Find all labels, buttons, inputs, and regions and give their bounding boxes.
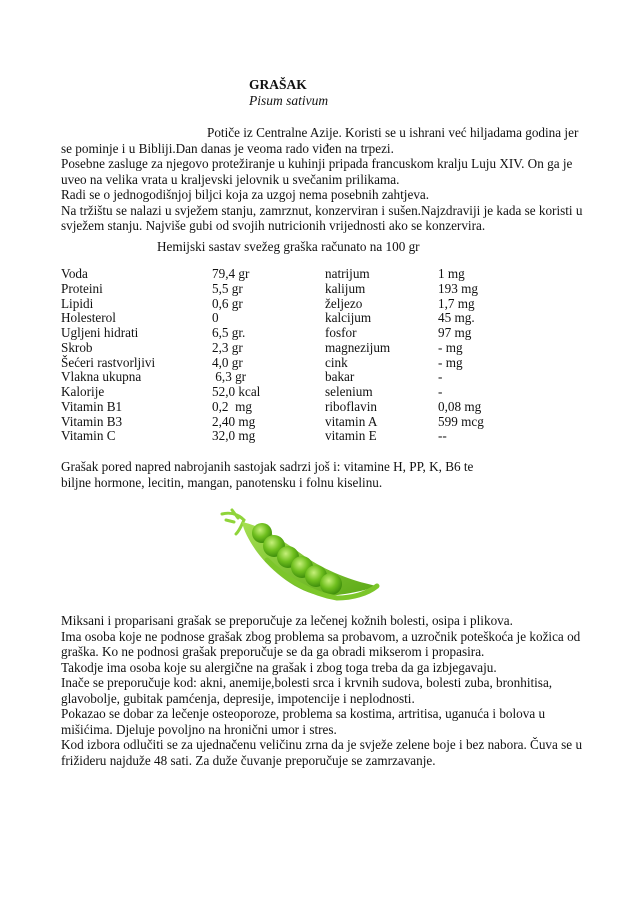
nutrient-value: 52,0 kcal [212,384,261,399]
nutrient-value: 6,3 gr [212,369,247,385]
nutrient-name: Voda [61,266,88,281]
text-line: Ima osoba koje ne podnose grašak zbog problema sa probavom, a uzročnik poteškoća je kožica od [61,628,581,644]
mineral-value: 1 mg [438,266,465,281]
pea [320,573,342,595]
extra-paragraph [61,459,473,490]
text-line: graška. Ko ne podnosi grašak preporučuje se da ga obradi mikserom i propasira. [61,644,485,659]
mineral-name: fosfor [325,325,357,340]
text-line: Posebne zasluge za njegovo protežiranje u kuhinji pripada francuskom kralju Luju XIV. On ga je [61,156,573,171]
text-line: uveo na velika vrata u kraljevski jelovnik u svečanim prilikama. [61,171,400,187]
mineral-value: - mg [438,339,463,355]
text-line: se pominje i u Bibliji.Dan danas je veoma rado viđen na trpezi. [61,140,394,156]
mineral-value: -- [438,428,447,444]
text-line: Potiče iz Centralne Azije. Koristi se u ishrani već hiljadama godina jer [207,125,579,140]
nutrient-value: 2,3 gr [212,339,243,355]
text-line: Na tržištu se nalazi u svježem stanju, zamrznut, konzerviran i sušen.Najzdraviji je kada se koristi u [61,202,583,218]
mineral-value: 1,7 mg [438,295,475,311]
mineral-value: 599 mcg [438,413,484,429]
nutrient-name: Vlakna ukupna [61,369,142,385]
nutrient-value: 4,0 gr [212,354,243,370]
nutrient-value: 32,0 mg [212,428,256,444]
pea-pod-image [212,500,387,608]
nutrient-name: Šećeri rastvorljivi [61,354,156,370]
pea-stem [222,510,244,534]
mineral-name: selenium [325,384,373,399]
mineral-name: natrijum [325,266,370,281]
bottom-paragraph [61,613,582,768]
mineral-value: 97 mg [438,325,472,340]
text-line: glavobolje, gubitak pamćenja, depresije, impotencije i neplodnosti. [61,690,415,706]
nutrient-value: 0,6 gr [212,295,243,311]
text-line: Pokazao se dobar za lečenje osteoporoze, problema sa kostima, artritisa, uganuća i bolova u [61,706,546,721]
text-line: svježem stanju. Najviše gubi od svojih nutricionih vrijednosti ako se konzervira. [61,218,486,233]
nutrient-name: Vitamin B1 [61,398,123,414]
nutrient-name: Skrob [61,339,93,355]
mineral-name: bakar [325,369,355,385]
mineral-value: 45 mg. [438,310,475,326]
nutrient-name: Ugljeni hidrati [61,325,139,340]
nutrient-name: Proteini [61,280,103,296]
nutrient-value: 6,5 gr. [212,325,246,340]
mineral-value: - [438,384,443,399]
nutrient-name: Vitamin C [61,428,116,444]
text-line: Radi se o jednogodišnjoj biljci koja za uzgoj nema posebnih zahtjeva. [61,187,430,202]
mineral-value: - mg [438,354,463,370]
nutrient-value: 79,4 gr [212,266,250,281]
text-line: Takodje ima osoba koje su alergične na grašak i zbog toga treba da ga izbjegavaju. [61,659,497,675]
mineral-name: vitamin E [325,428,377,444]
text-line: frižideru najduže 48 sati. Za duže čuvanje preporučuje se zamrzavanje. [61,752,436,768]
mineral-name: riboflavin [325,398,378,414]
mineral-name: kalijum [325,280,366,296]
mineral-value: 193 mg [438,280,478,296]
nutrient-name: Kalorije [61,384,105,399]
text-line: Grašak pored napred nabrojanih sastojak sadrzi još i: vitamine H, PP, K, B6 te [61,459,474,474]
mineral-name: željezo [325,295,363,311]
nutrient-name: Lipidi [61,295,94,311]
text-line: Inače se preporučuje kod: akni, anemije,bolesti srca i krvnih sudova, bolesti zuba, bronhitisa, [61,675,553,690]
nutrient-value: 5,5 gr [212,280,243,296]
mineral-name: kalcijum [325,310,372,326]
nutrient-name: Vitamin B3 [61,413,123,429]
mineral-value: 0,08 mg [438,398,482,414]
nutrient-value: 0,2 mg [212,398,252,414]
text-line: Kod izbora odlučiti se za ujednačenu veličinu zrna da je svježe zelene boje i bez nabora. Čuva se u [61,737,583,752]
text-line: biljne hormone, lecitin, mangan, panotensku i folnu kiselinu. [61,474,383,490]
mineral-name: magnezijum [325,339,391,355]
nutrient-value: 2,40 mg [212,413,256,429]
mineral-value: - [438,369,443,385]
latin-name: Pisum sativum [249,93,329,108]
document-title: GRAŠAK [249,77,307,92]
mineral-name: vitamin A [325,413,378,429]
mineral-name: cink [325,354,348,370]
text-line: mišićima. Djeluje povoljno na hronični umor i stres. [61,721,337,737]
nutrient-value: 0 [212,310,219,326]
intro-paragraph [61,125,582,234]
text-line: Miksani i proparisani grašak se preporučuje za lečenej kožnih bolesti, osipa i plikova. [61,613,513,628]
table-caption: Hemijski sastav svežeg graška računato na 100 gr [157,239,420,254]
nutrient-name: Holesterol [61,310,116,326]
